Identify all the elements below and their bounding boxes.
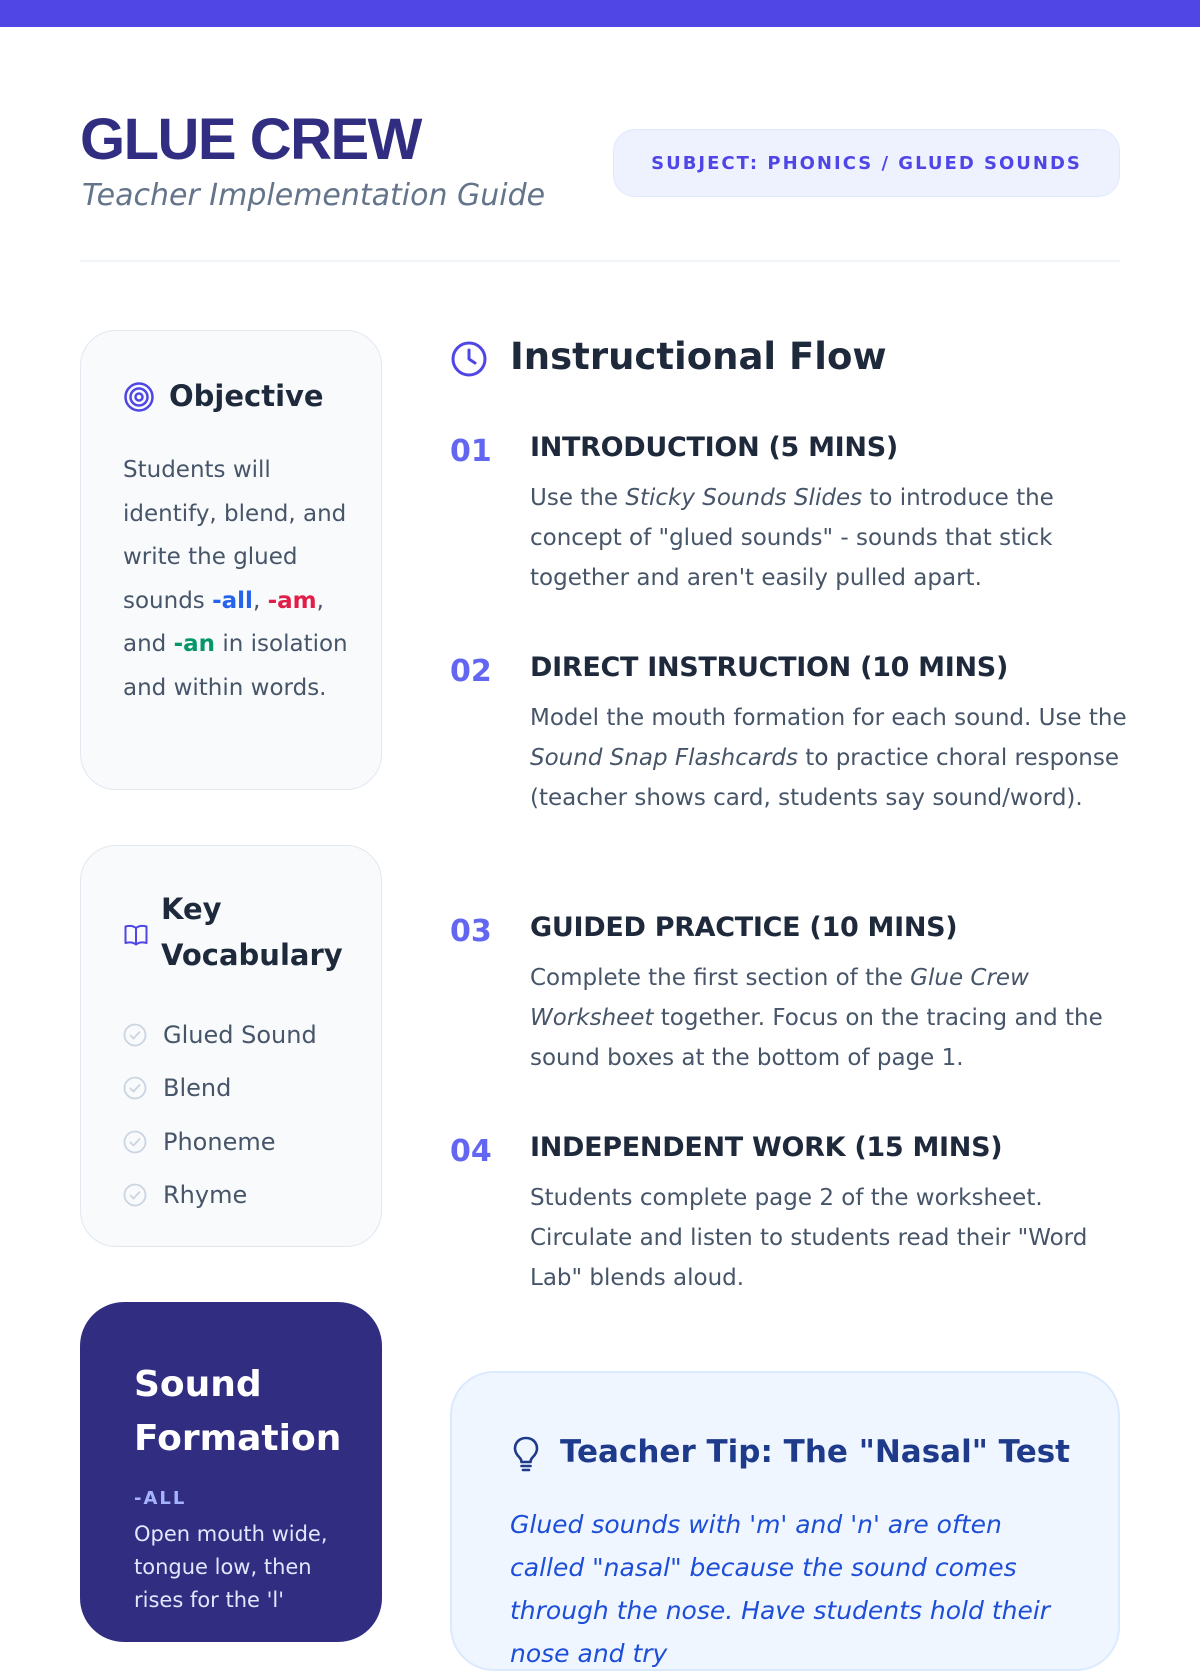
step-title: GUIDED PRACTICE (10 MINS) <box>530 912 958 943</box>
subject-badge <box>613 129 1120 197</box>
step-resource-name: Glue Crew Worksheet <box>530 965 1029 1031</box>
list-item <box>123 1169 317 1223</box>
teacher-tip-text: Glued sounds with 'm' and 'n' are often called "nasal" because the sound comes through the nose. Have students hold their nose and try <box>510 1510 1051 1668</box>
list-item <box>123 1062 317 1116</box>
step-title: INDEPENDENT WORK (15 MINS) <box>530 1132 1003 1163</box>
sound-formation-title: Sound Formation <box>134 1364 342 1459</box>
step-text-post: to practice choral response (teacher shows card, students say sound/word). <box>530 745 1120 811</box>
sound-formation-label: -ALL <box>134 1488 187 1509</box>
step-text-pre: Complete the first section of the <box>530 965 911 991</box>
step-text-pre: Students complete page 2 of the worksheet. Circulate and listen to students read their "Word Lab" blends aloud. <box>530 1185 1088 1291</box>
step-description <box>530 478 1130 598</box>
objective-text-before: Students will identify, blend, and write the glued sounds <box>123 457 347 614</box>
objective-sep-1: , <box>252 587 268 614</box>
top-accent-bar <box>0 0 1200 27</box>
sound-am-highlight: -am <box>267 587 317 614</box>
step-number: 04 <box>450 1134 492 1169</box>
vocabulary-item-label: Blend <box>163 1074 232 1103</box>
objective-sep-2: , and <box>123 587 324 657</box>
vocabulary-title: Key Vocabulary <box>161 892 343 972</box>
list-item <box>123 1115 317 1169</box>
vocabulary-item-label: Phoneme <box>163 1127 276 1156</box>
page-subtitle: Teacher Implementation Guide <box>82 178 546 213</box>
lightbulb-icon <box>510 1435 542 1473</box>
objective-card <box>80 330 382 790</box>
step-resource-name: Sound Snap Flashcards <box>530 745 798 771</box>
vocabulary-item-label: Glued Sound <box>163 1020 317 1049</box>
step-description <box>530 698 1130 818</box>
check-circle-icon <box>123 1183 147 1207</box>
vocabulary-card <box>80 845 382 1247</box>
brand-title: GLUE CREW <box>80 107 421 172</box>
step-title: DIRECT INSTRUCTION (10 MINS) <box>530 652 1008 683</box>
subject-badge-label: SUBJECT: PHONICS / GLUED SOUNDS <box>651 152 1082 174</box>
vocabulary-list <box>123 1008 317 1222</box>
objective-title: Objective <box>169 379 324 413</box>
step-text-pre: Model the mouth formation for each sound. Use the <box>530 705 1127 731</box>
check-circle-icon <box>123 1023 147 1047</box>
clock-icon <box>450 340 488 378</box>
header-divider <box>80 260 1120 262</box>
step-number: 01 <box>450 434 492 469</box>
objective-text <box>123 449 363 710</box>
teacher-tip-title: Teacher Tip: The "Nasal" Test <box>560 1434 1070 1470</box>
list-item <box>123 1008 317 1062</box>
teacher-tip-card <box>450 1371 1120 1671</box>
check-circle-icon <box>123 1076 147 1100</box>
target-icon <box>123 381 155 413</box>
step-text-post: together. Focus on the tracing and the sound boxes at the bottom of page 1. <box>530 1005 1103 1071</box>
vocabulary-item-label: Rhyme <box>163 1181 248 1210</box>
sound-formation-card <box>80 1302 382 1642</box>
step-number: 03 <box>450 914 492 949</box>
book-icon <box>123 922 149 948</box>
step-description <box>530 958 1130 1078</box>
step-resource-name: Sticky Sounds Slides <box>625 485 863 511</box>
sound-an-highlight: -an <box>173 631 216 657</box>
check-circle-icon <box>123 1130 147 1154</box>
objective-text-after: in isolation and within words. <box>123 631 348 701</box>
instructional-flow-title: Instructional Flow <box>510 335 887 378</box>
step-number: 02 <box>450 654 492 689</box>
sound-all-highlight: -all <box>212 587 253 614</box>
step-description <box>530 1178 1130 1298</box>
sound-formation-text: Open mouth wide, tongue low, then rises for the 'l' <box>134 1522 328 1612</box>
step-text-pre: Use the <box>530 485 626 511</box>
step-text-post: to introduce the concept of "glued sounds" - sounds that stick together and aren't easily pulled apart. <box>530 485 1054 591</box>
step-title: INTRODUCTION (5 MINS) <box>530 432 898 463</box>
